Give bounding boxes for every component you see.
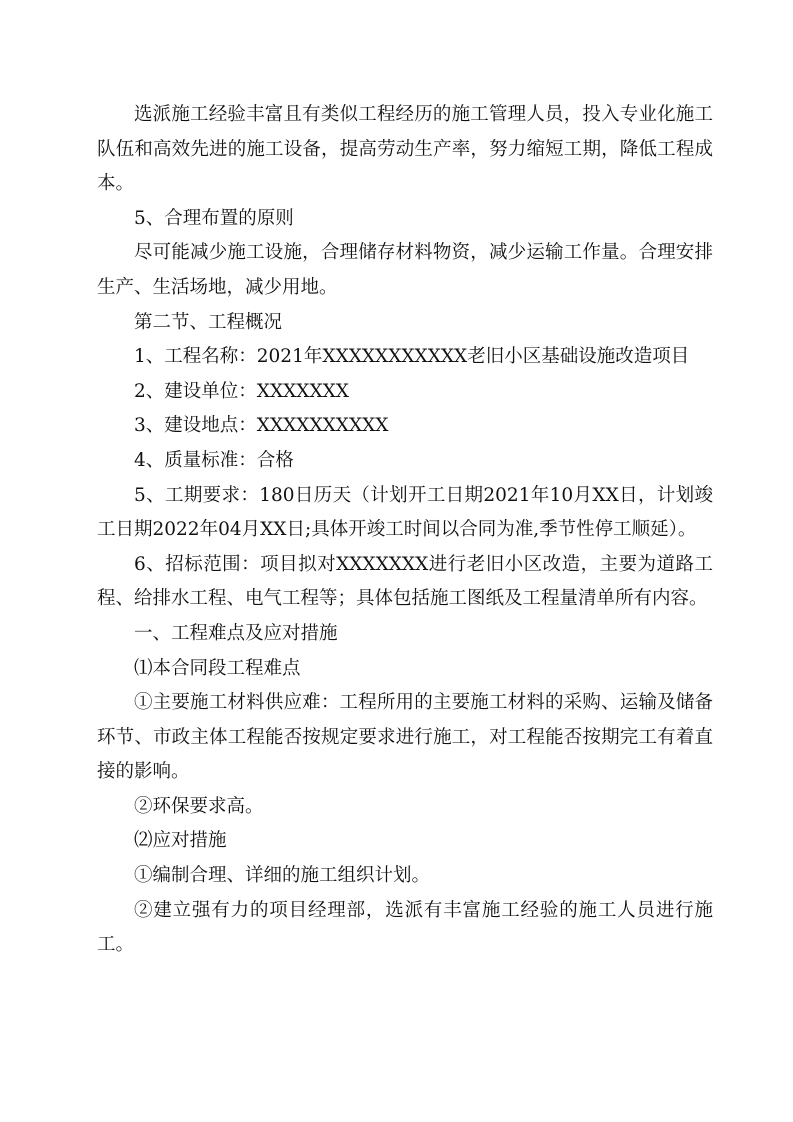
- paragraph-layout-principle: 尽可能减少施工设施，合理储存材料物资，减少运输工作量。合理安排生产、生活场地，减少用地。: [97, 242, 713, 298]
- quality-standard: 4、质量标准：合格: [134, 449, 294, 471]
- schedule-requirement: 5、工期要求：180日历天（计划开工日期2021年10月XX日，计划竣工日期2022年04月XX日;具体开竣工时间以合同为准,季节性停工顺延）。: [97, 484, 713, 541]
- heading-layout-principle: 5、合理布置的原则: [134, 207, 294, 229]
- difficulty-materials: ①主要施工材料供应难：工程所用的主要施工材料的采购、运输及储备环节、市政主体工程能否按规定要求进行施工，对工程能否按期完工有着直接的影响。: [97, 692, 713, 783]
- project-name: 1、工程名称：2021年XXXXXXXXXXX老旧小区基础设施改造项目: [134, 346, 690, 368]
- subheading-measures: ⑵应对措施: [134, 830, 227, 852]
- heading-difficulties: 一、工程难点及应对措施: [134, 622, 338, 644]
- section-heading-overview: 第二节、工程概况: [134, 311, 283, 333]
- measure-plan: ①编制合理、详细的施工组织计划。: [134, 865, 431, 887]
- document-body: [97, 98, 713, 963]
- difficulty-environment: ②环保要求高。: [134, 795, 264, 817]
- construction-location: 3、建设地点：XXXXXXXXXX: [134, 415, 389, 437]
- tender-scope: 6、招标范围：项目拟对XXXXXXX进行老旧小区改造，主要为道路工程、给排水工程、电气工程等；具体包括施工图纸及工程量清单所有内容。: [97, 553, 713, 610]
- paragraph-staffing: 选派施工经验丰富且有类似工程经历的施工管理人员，投入专业化施工队伍和高效先进的施工设备，提高劳动生产率，努力缩短工期，降低工程成本。: [97, 104, 713, 195]
- construction-unit: 2、建设单位：XXXXXXX: [134, 380, 349, 402]
- measure-team: ②建立强有力的项目经理部，选派有丰富施工经验的施工人员进行施工。: [97, 899, 713, 956]
- subheading-difficulties: ⑴本合同段工程难点: [134, 657, 301, 679]
